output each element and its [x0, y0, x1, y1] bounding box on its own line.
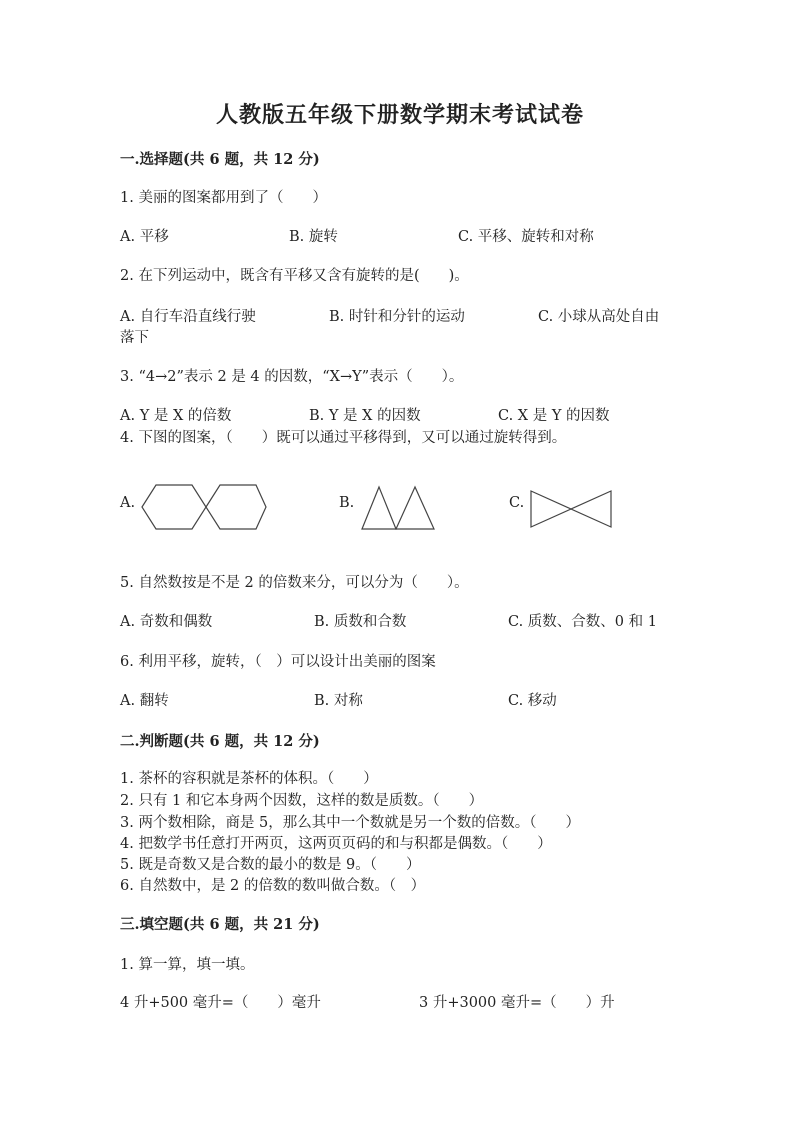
question-stem: 2. 在下列运动中，既含有平移又含有旋转的是( )。: [120, 268, 469, 284]
option-c: C. 质数、合数、0 和 1: [508, 614, 657, 630]
option-b: B.: [339, 495, 355, 511]
question-stem: 5. 自然数按是不是 2 的倍数来分，可以分为（ ）。: [120, 575, 469, 591]
option-a: A. 翻转: [120, 693, 169, 709]
list-item: 1. 茶杯的容积就是茶杯的体积。（ ）: [120, 771, 378, 787]
option-c: C.: [509, 495, 525, 511]
option-b: B. 质数和合数: [314, 614, 407, 630]
option-c-continuation: 落下: [120, 330, 149, 346]
list-item: 3. 两个数相除，商是 5，那么其中一个数就是另一个数的倍数。（ ）: [120, 815, 581, 831]
list-item: 4. 把数学书任意打开两页，这两页页码的和与积都是偶数。（ ）: [120, 836, 552, 852]
section-heading-choice: 一.选择题(共 6 题，共 12 分): [120, 151, 320, 168]
section-heading-true-false: 二.判断题(共 6 题，共 12 分): [120, 733, 320, 750]
question-stem: 1. 美丽的图案都用到了（ ）: [120, 190, 327, 206]
option-a: A.: [120, 495, 136, 511]
fill-blank-left: 4 升+500 毫升=（ ）毫升: [120, 995, 321, 1011]
page-title: 人教版五年级下册数学期末考试试卷: [215, 102, 584, 128]
question-stem: 4. 下图的图案，（ ）既可以通过平移得到，又可以通过旋转得到。: [120, 430, 567, 446]
option-a: A. 自行车沿直线行驶: [120, 309, 256, 325]
hexagon-pair-figure: [140, 483, 268, 531]
option-b: B. 旋转: [289, 229, 338, 245]
option-c: C. 移动: [508, 693, 557, 709]
fill-blank-right: 3 升+3000 毫升=（ ）升: [419, 995, 615, 1011]
option-c: C. X 是 Y 的因数: [498, 408, 610, 424]
list-item: 6. 自然数中，是 2 的倍数的数叫做合数。（ ）: [120, 878, 426, 894]
bowtie-figure: [528, 488, 614, 530]
option-c: C. 平移、旋转和对称: [458, 229, 594, 245]
option-b: B. 对称: [314, 693, 363, 709]
list-item: 2. 只有 1 和它本身两个因数，这样的数是质数。（ ）: [120, 793, 484, 809]
question-stem: 6. 利用平移，旋转，（ ）可以设计出美丽的图案: [120, 654, 436, 670]
option-c: C. 小球从高处自由: [538, 309, 660, 325]
option-a: A. 奇数和偶数: [120, 614, 213, 630]
triangle-pair-figure: [358, 483, 438, 531]
question-stem: 3. “4→2”表示 2 是 4 的因数，“X→Y”表示（ ）。: [120, 369, 464, 385]
option-b: B. 时针和分针的运动: [329, 309, 465, 325]
option-a: A. 平移: [120, 229, 169, 245]
question-stem: 1. 算一算，填一填。: [120, 957, 255, 973]
option-a: A. Y 是 X 的倍数: [120, 408, 232, 424]
section-heading-fill-blank: 三.填空题(共 6 题，共 21 分): [120, 916, 320, 933]
list-item: 5. 既是奇数又是合数的最小的数是 9。（ ）: [120, 857, 421, 873]
option-b: B. Y 是 X 的因数: [309, 408, 421, 424]
